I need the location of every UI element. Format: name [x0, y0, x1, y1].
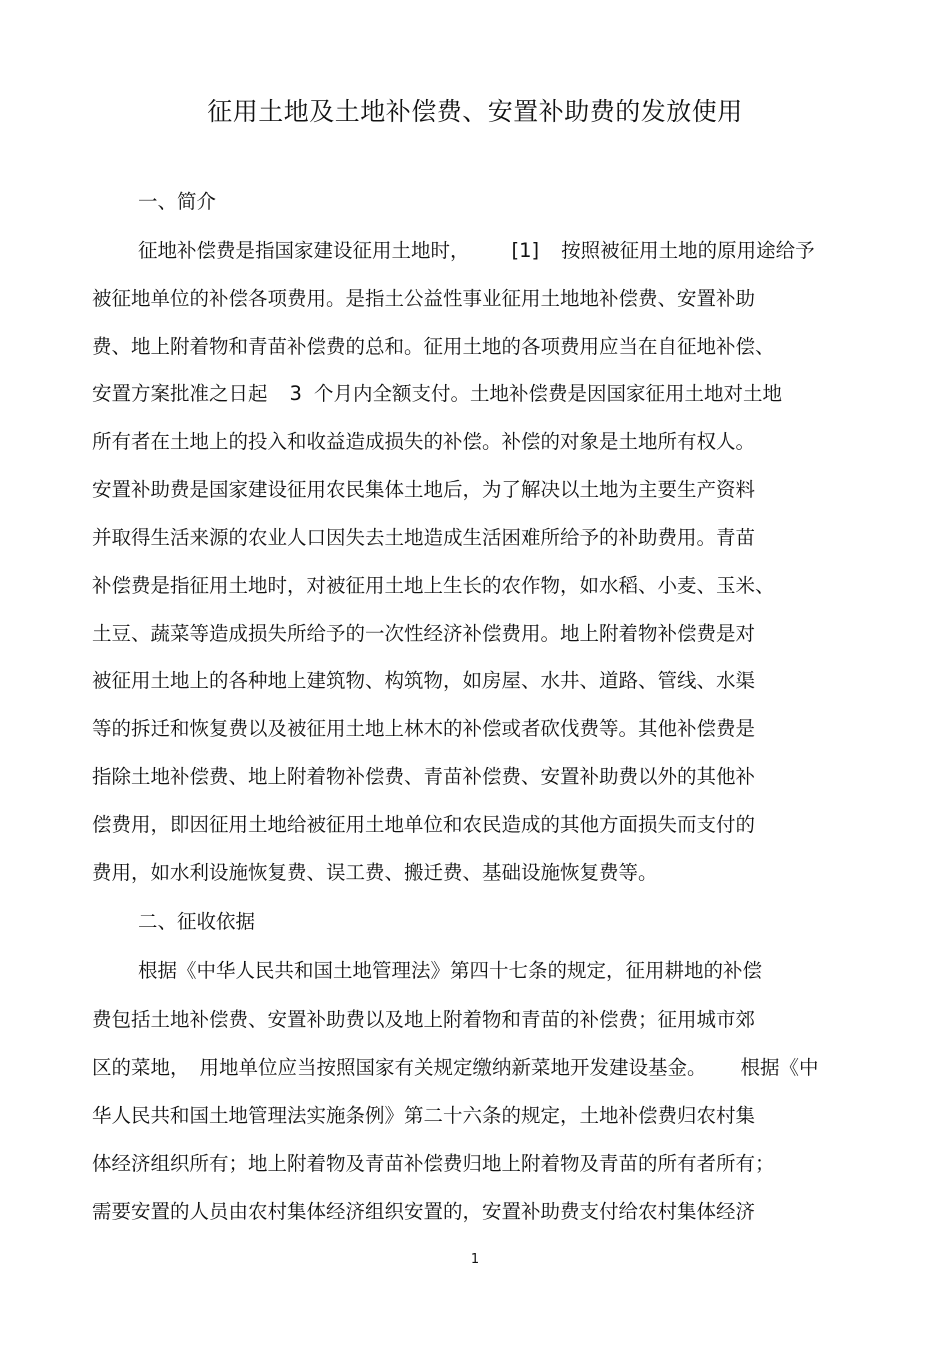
section-heading-intro: 一、简介 — [138, 190, 217, 213]
text-segment: 区的菜地， — [92, 1056, 190, 1079]
text-segment: 用地单位应当按照国家有关规定缴纳新菜地开发建设基金。 — [199, 1056, 707, 1079]
paragraph-line: 费、地上附着物和青苗补偿费的总和。征用土地的各项费用应当在自征地补偿、 — [92, 335, 775, 358]
paragraph-line: 指除土地补偿费、地上附着物补偿费、青苗补偿费、安置补助费以外的其他补 — [92, 765, 756, 788]
paragraph-line: 所有者在土地上的投入和收益造成损失的补偿。补偿的对象是土地所有权人。 — [92, 430, 756, 453]
paragraph-line — [138, 237, 815, 265]
paragraph-line: 被征用土地上的各种地上建筑物、构筑物，如房屋、水井、道路、管线、水渠 — [92, 669, 756, 692]
paragraph-line: 被征地单位的补偿各项费用。是指土公益性事业征用土地地补偿费、安置补助 — [92, 287, 756, 310]
paragraph-line: 并取得生活来源的农业人口因失去土地造成生活困难所给予的补助费用。青苗 — [92, 526, 756, 549]
paragraph-line — [92, 380, 782, 408]
text-segment: 根据《中 — [740, 1056, 819, 1079]
paragraph-line: 根据《中华人民共和国土地管理法》第四十七条的规定，征用耕地的补偿 — [138, 959, 763, 982]
paragraph-line: 偿费用，即因征用土地给被征用土地单位和农民造成的其他方面损失而支付的 — [92, 813, 756, 836]
footnote-ref: [1] — [511, 239, 540, 262]
paragraph-line: 华人民共和国土地管理法实施条例》第二十六条的规定，土地补偿费归农村集 — [92, 1104, 756, 1127]
text-segment: 个月内全额支付。土地补偿费是因国家征用土地对土地 — [313, 382, 782, 405]
paragraph-line: 安置补助费是国家建设征用农民集体土地后，为了解决以土地为主要生产资料 — [92, 478, 756, 501]
paragraph-line: 体经济组织所有；地上附着物及青苗补偿费归地上附着物及青苗的所有者所有； — [92, 1152, 775, 1175]
text-segment: 3 — [289, 382, 302, 405]
text-segment: 征地补偿费是指国家建设征用土地时， — [138, 239, 470, 262]
paragraph-line: 补偿费是指征用土地时，对被征用土地上生长的农作物，如水稻、小麦、玉米、 — [92, 574, 775, 597]
paragraph-line: 费用，如水利设施恢复费、误工费、搬迁费、基础设施恢复费等。 — [92, 861, 658, 884]
section-heading-basis: 二、征收依据 — [138, 910, 256, 933]
paragraph-line: 等的拆迁和恢复费以及被征用土地上林木的补偿或者砍伐费等。其他补偿费是 — [92, 717, 756, 740]
document-title: 征用土地及土地补偿费、安置补助费的发放使用 — [207, 97, 743, 126]
paragraph-line: 费包括土地补偿费、安置补助费以及地上附着物和青苗的补偿费；征用城市郊 — [92, 1008, 756, 1031]
text-segment: 按照被征用土地的原用途给予 — [561, 239, 815, 262]
page-number: 1 — [470, 1252, 480, 1267]
text-segment: 安置方案批准之日起 — [92, 382, 268, 405]
paragraph-line: 土豆、蔬菜等造成损失所给予的一次性经济补偿费用。地上附着物补偿费是对 — [92, 622, 756, 645]
paragraph-line — [92, 1054, 819, 1082]
paragraph-line: 需要安置的人员由农村集体经济组织安置的，安置补助费支付给农村集体经济 — [92, 1200, 756, 1223]
